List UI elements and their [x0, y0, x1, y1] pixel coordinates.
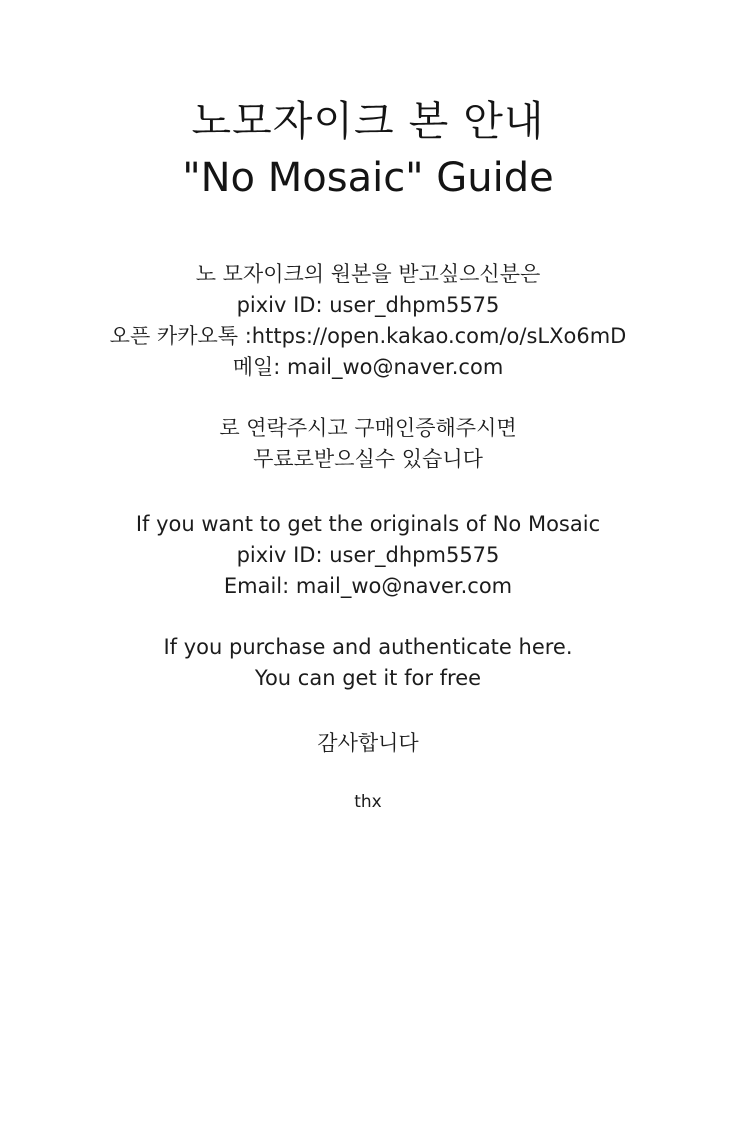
title-block: [0, 96, 736, 203]
english-instruction-line-2: You can get it for free: [254, 666, 482, 691]
english-instruction-paragraph: [0, 632, 736, 694]
korean-notice-paragraph: [0, 259, 736, 383]
korean-notice-line-4-email: 메일: mail_wo@naver.com: [232, 355, 504, 380]
english-notice-line-1: If you want to get the originals of No Mosaic: [135, 512, 601, 537]
spacer-3: [0, 602, 736, 632]
english-notice-paragraph: [0, 509, 736, 602]
korean-instruction-line-1: 로 연락주시고 구매인증해주시면: [219, 416, 517, 441]
page-title-english: "No Mosaic" Guide: [182, 155, 554, 202]
spacer-4: [0, 694, 736, 728]
english-instruction-line-1: If you purchase and authenticate here.: [163, 635, 573, 660]
spacer-5: [0, 759, 736, 789]
korean-instruction-line-2: 무료로받으실수 있습니다: [253, 447, 483, 472]
spacer-2: [0, 475, 736, 509]
spacer-1: [0, 383, 736, 413]
guide-page: [0, 96, 736, 1125]
thanks-english: thx: [354, 792, 382, 813]
korean-notice-line-2-pixiv-id: pixiv ID: user_dhpm5575: [236, 293, 500, 318]
korean-notice-line-3-kakao-link: 오픈 카카오톡 :https://open.kakao.com/o/sLXo6mD: [109, 324, 627, 349]
thanks-korean: 감사합니다: [317, 731, 419, 756]
korean-notice-line-1: 노 모자이크의 원본을 받고싶으신분은: [195, 262, 541, 287]
english-notice-line-3-email: Email: mail_wo@naver.com: [223, 574, 513, 599]
body-block: [0, 259, 736, 815]
english-notice-line-2-pixiv-id: pixiv ID: user_dhpm5575: [236, 543, 500, 568]
page-title-korean: 노모자이크 본 안내: [191, 97, 545, 145]
korean-instruction-paragraph: [0, 413, 736, 475]
